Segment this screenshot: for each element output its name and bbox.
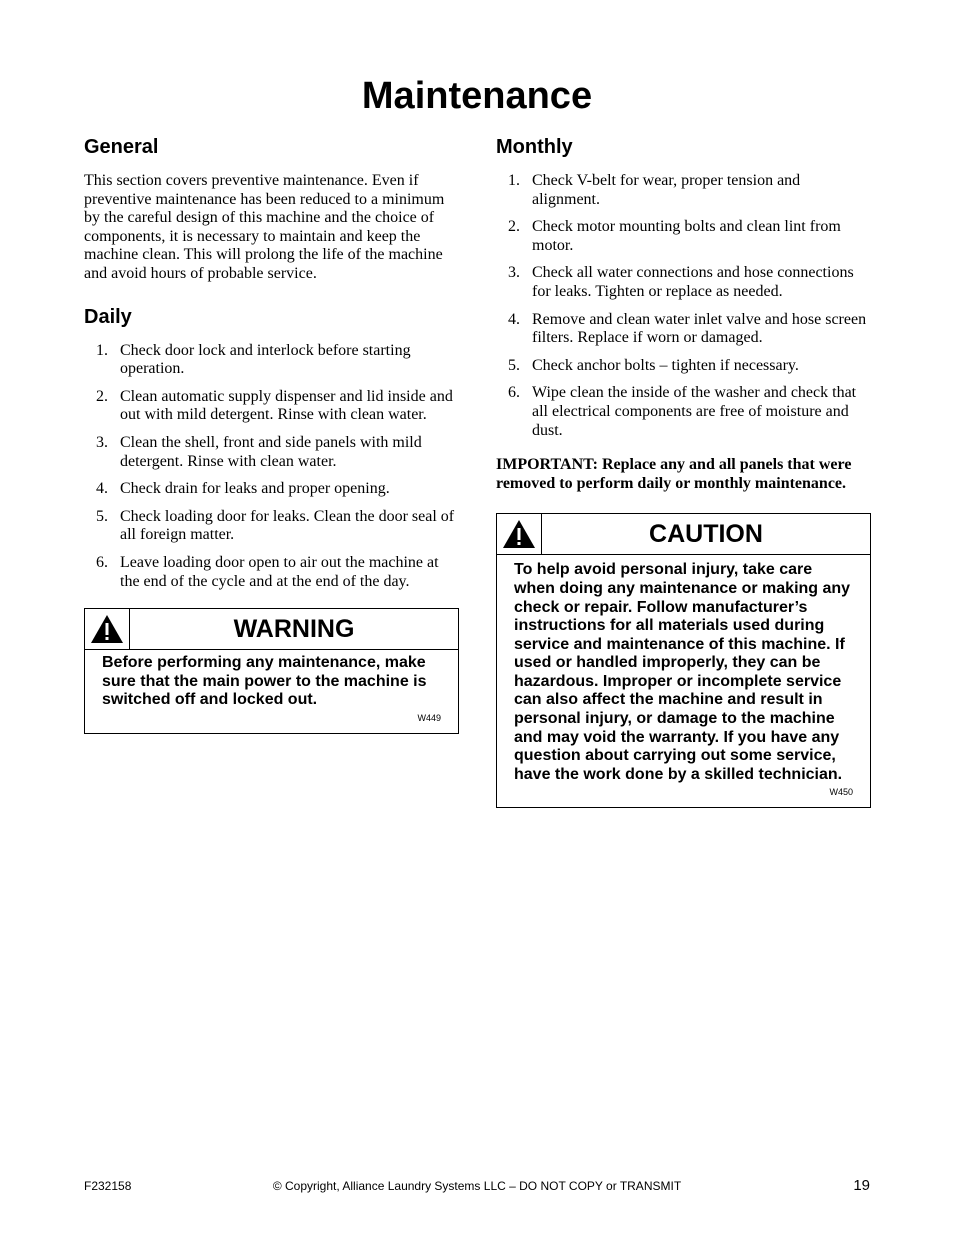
list-item — [84, 434, 459, 471]
list-item-number: 2. — [96, 387, 108, 405]
list-item-number: 1. — [96, 341, 108, 359]
list-item-text: Wipe clean the inside of the washer and check that all electrical components are free of moisture and dust. — [532, 384, 857, 439]
important-note: IMPORTANT: Replace any and all panels that were removed to perform daily or monthly maintenance. — [496, 456, 852, 492]
list-item-text: Check all water connections and hose connections for leaks. Tighten or replace as needed. — [532, 264, 854, 300]
page-title: Maintenance — [361, 75, 593, 117]
general-paragraph: This section covers preventive maintenance. Even if preventive maintenance has been reduced to a minimum by the careful design of this machine and the choice of components, it is necessary to maintain and keep the machine clean. This will prolong the life of the machine and avoid hours of probable service. — [84, 172, 445, 282]
warning-text: Before performing any maintenance, make sure that the main power to the machine is switched off and locked out. — [102, 654, 427, 709]
caution-code: W450 — [829, 787, 853, 798]
list-item-number: 3. — [96, 433, 108, 451]
caution-label: CAUTION — [649, 520, 763, 549]
caution-header — [497, 514, 870, 555]
right-column — [496, 134, 871, 808]
list-item-number: 5. — [96, 507, 108, 525]
list-item-number: 5. — [508, 356, 520, 374]
list-item-text: Check door lock and interlock before starting operation. — [120, 341, 411, 378]
list-item — [84, 480, 459, 499]
list-item-text: Check drain for leaks and proper opening. — [120, 480, 390, 498]
list-item — [496, 384, 871, 440]
warning-label: WARNING — [233, 615, 355, 644]
list-item — [84, 554, 459, 591]
monthly-list — [496, 172, 871, 440]
warning-header — [85, 609, 458, 650]
list-item-number: 1. — [508, 172, 520, 189]
list-item — [496, 311, 871, 348]
list-item-number: 4. — [508, 310, 520, 328]
copyright-notice: © Copyright, Alliance Laundry Systems LLC – DO NOT COPY or TRANSMIT — [272, 1179, 682, 1193]
list-item-text: Check motor mounting bolts and clean lint from motor. — [532, 218, 841, 254]
list-item — [84, 388, 459, 425]
warning-box — [84, 608, 459, 734]
list-item — [84, 342, 459, 379]
list-item-number: 4. — [96, 480, 108, 498]
list-item-text: Clean automatic supply dispenser and lid inside and out with mild detergent. Rinse with clean water. — [120, 387, 453, 424]
list-item-text: Clean the shell, front and side panels with mild detergent. Rinse with clean water. — [120, 433, 422, 470]
list-item-text: Check V-belt for wear, proper tension and alignment. — [532, 172, 801, 208]
list-item — [84, 508, 459, 545]
list-item-number: 3. — [508, 264, 520, 282]
document-code: F232158 — [84, 1179, 132, 1193]
list-item-number: 6. — [508, 384, 520, 402]
list-item — [496, 264, 871, 301]
list-item-text: Check loading door for leaks. Clean the door seal of all foreign matter. — [120, 507, 455, 544]
caution-text: To help avoid personal injury, take care when doing any maintenance or making any check or repair. Follow manufacturer’s instructions for all materials used during service and maintenance of this machine. If used or handled improperly, they can be hazardous. Improper or incomplete service can also affect the machine and result in personal injury, or damage to the machine and may void the warranty. If you have any question about carrying out some service, have the work done by a skilled technician. — [514, 561, 851, 783]
page-number: 19 — [853, 1177, 870, 1194]
left-column — [84, 134, 459, 734]
list-item-text: Remove and clean water inlet valve and hose screen filters. Replace if worn or damaged. — [532, 310, 867, 347]
daily-list — [84, 342, 459, 592]
warning-code: W449 — [417, 712, 441, 723]
general-heading: General — [84, 136, 159, 158]
list-item-text: Check anchor bolts – tighten if necessary. — [532, 356, 799, 374]
caution-box — [496, 513, 871, 808]
list-item — [496, 218, 871, 255]
list-item-number: 6. — [96, 553, 108, 571]
list-item-number: 2. — [508, 218, 520, 236]
page-footer — [0, 1176, 954, 1196]
monthly-heading: Monthly — [496, 136, 573, 158]
warning-triangle-icon — [497, 514, 542, 554]
daily-heading: Daily — [84, 305, 132, 328]
list-item — [496, 172, 871, 209]
warning-triangle-icon — [85, 609, 130, 649]
list-item-text: Leave loading door open to air out the machine at the end of the cycle and at the end of the day. — [120, 553, 439, 590]
list-item — [496, 357, 871, 376]
